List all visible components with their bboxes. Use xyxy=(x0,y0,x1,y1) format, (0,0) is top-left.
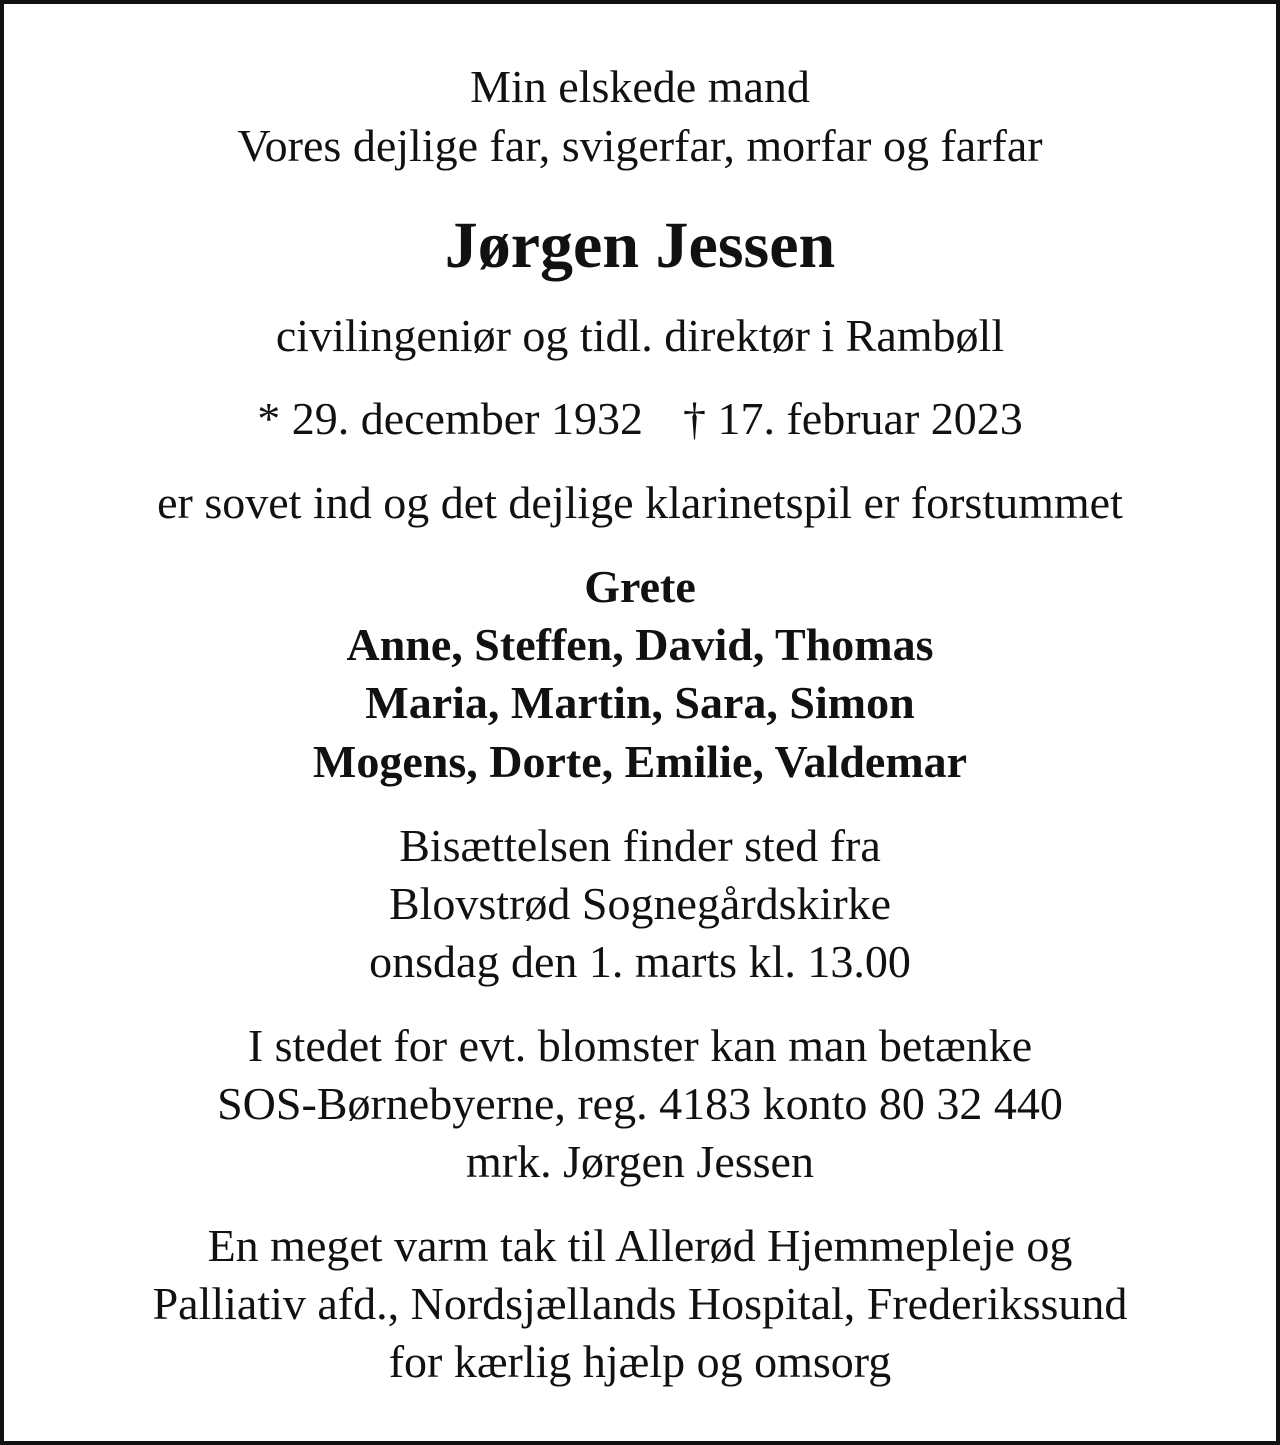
donation-line-1: I stedet for evt. blomster kan man betænke xyxy=(247,1020,1033,1071)
funeral-line-2: Blovstrød Sognegårdskirke xyxy=(388,878,892,929)
family-line-1: Grete xyxy=(584,561,696,612)
death-symbol: † xyxy=(682,393,706,444)
family-line-3: Maria, Martin, Sara, Simon xyxy=(365,677,915,728)
deceased-name: Jørgen Jessen xyxy=(444,209,836,282)
family-line-4: Mogens, Dorte, Emilie, Valdemar xyxy=(312,736,968,787)
donation-line-2: SOS-Børnebyerne, reg. 4183 konto 80 32 440 xyxy=(217,1078,1063,1129)
funeral-line-1: Bisættelsen finder sted fra xyxy=(399,820,881,871)
death-date: 17. februar 2023 xyxy=(717,393,1023,444)
birth-symbol: * xyxy=(257,393,281,444)
birth-date: 29. december 1932 xyxy=(291,393,643,444)
thanks-line-2: Palliativ afd., Nordsjællands Hospital, Frederikssund xyxy=(152,1278,1128,1329)
thanks-line-3: for kærlig hjælp og omsorg xyxy=(388,1336,892,1387)
donation-line-3: mrk. Jørgen Jessen xyxy=(466,1136,814,1187)
thanks-line-1: En meget varm tak til Allerød Hjemmepleje og xyxy=(207,1220,1073,1271)
deceased-title: civilingeniør og tidl. direktør i Rambøll xyxy=(275,310,1005,361)
intro-line-2: Vores dejlige far, svigerfar, morfar og farfar xyxy=(237,120,1043,171)
intro-line-1: Min elskede mand xyxy=(470,61,810,112)
life-dates xyxy=(4,390,1276,448)
family-line-2: Anne, Steffen, David, Thomas xyxy=(346,619,934,670)
funeral-line-3: onsdag den 1. marts kl. 13.00 xyxy=(369,936,911,987)
message-text: er sovet ind og det dejlige klarinetspil er forstummet xyxy=(157,477,1123,528)
